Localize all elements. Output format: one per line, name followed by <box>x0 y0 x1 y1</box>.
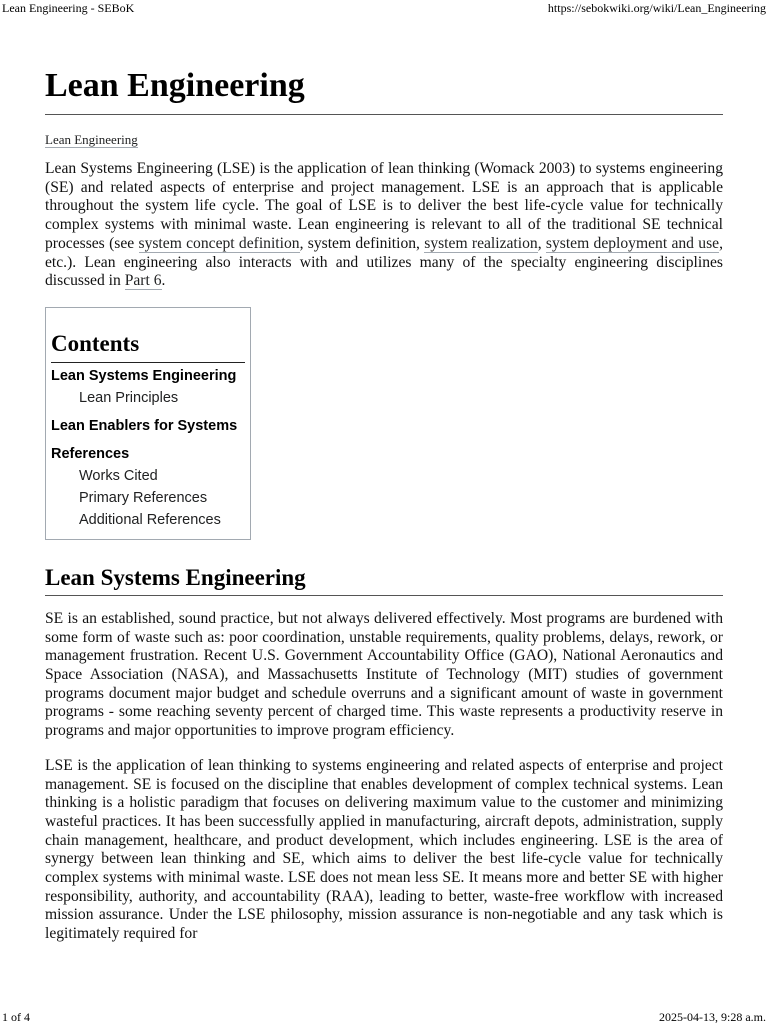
intro-text-4: , etc.). Lean engineering also interacts with and utilizes many of the specialty engineering disciplines discussed in <box>45 234 723 290</box>
toc-heading: Contents <box>51 328 245 363</box>
toc-list <box>51 365 245 531</box>
toc-item-primary-references[interactable]: Primary References <box>79 489 208 506</box>
print-footer <box>0 1009 768 1025</box>
link-system-deployment-and-use[interactable]: system deployment and use <box>545 234 720 252</box>
section-paragraph: LSE is the application of lean thinking to systems engineering and related aspects of enterprise and project management. SE is focused on the discipline that enables development of complex technical systems. Lean thinking is a holistic paradigm that focuses on delivering maximum value to the customer and minimizing wasteful practices. It has been successfully applied in manufacturing, aircraft depots, administration, supply chain management, healthcare, and product development, which includes engineering. LSE is the area of synergy between lean thinking and SE, which aims to deliver the best life-cycle value for technically complex systems with minimal waste. LSE does not mean less SE. It means more and better SE with higher responsibility, authority, and accountability (RAA), leading to better, waste-free workflow with increased mission assurance. Under the LSE philosophy, mission assurance is non-negotiable and any task which is legitimately required for <box>45 756 723 943</box>
toc-item-lean-principles[interactable]: Lean Principles <box>79 389 179 406</box>
print-timestamp: 2025-04-13, 9:28 a.m. <box>659 1010 766 1024</box>
print-page-title: Lean Engineering - SEBoK <box>2 1 135 15</box>
toc-item-works-cited[interactable]: Works Cited <box>79 467 158 484</box>
intro-text-3: , <box>537 234 546 252</box>
intro-text-2: , system definition, <box>299 234 425 252</box>
intro-text-1: Lean Systems Engineering (LSE) is the application of lean thinking (Womack 2003) to systems engineering (SE) and related aspects of enterprise and project management. LSE is an approach that is applicable throughout the system life cycle. The goal of LSE is to deliver the best life-cycle value for technically complex systems with minimal waste. Lean engineering is relevant to all of the traditional SE technical processes (see <box>45 160 723 252</box>
toc-item-references[interactable]: References <box>51 445 130 462</box>
table-of-contents <box>45 307 251 540</box>
toc-item-lean-systems-engineering[interactable]: Lean Systems Engineering <box>51 367 237 384</box>
breadcrumb <box>45 131 723 149</box>
print-header <box>0 0 768 16</box>
article-content <box>45 60 723 944</box>
print-url: https://sebokwiki.org/wiki/Lean_Engineering <box>547 1 766 15</box>
toc-item-lean-enablers-for-systems[interactable]: Lean Enablers for Systems <box>51 417 238 434</box>
toc-item-additional-references[interactable]: Additional References <box>79 511 221 528</box>
section-heading-lean-systems-engineering: Lean Systems Engineering <box>45 562 723 596</box>
section-paragraph: SE is an established, sound practice, but not always delivered effectively. Most programs are burdened with some form of waste such as: poor coordination, unstable requirements, quality problems, delays, rework, or management frustration. Recent U.S. Government Accountability Office (GAO), National Aeronautics and Space Association (NASA), and Massachusetts Institute of Technology (MIT) studies of government programs document major budget and schedule overruns and a significant amount of waste in government programs - some reaching seventy percent of charged time. This waste represents a productivity reserve in programs and major opportunities to improve program efficiency. <box>45 609 723 740</box>
intro-paragraph <box>45 160 723 291</box>
breadcrumb-link-lean-engineering[interactable]: Lean Engineering <box>45 132 138 147</box>
intro-text-5: . <box>161 272 166 290</box>
page-indicator: 1 of 4 <box>2 1010 30 1024</box>
link-system-concept-definition[interactable]: system concept definition <box>138 234 300 252</box>
link-system-realization[interactable]: system realization <box>424 234 538 252</box>
page-title: Lean Engineering <box>45 60 723 115</box>
link-part-6[interactable]: Part 6 <box>124 272 162 290</box>
